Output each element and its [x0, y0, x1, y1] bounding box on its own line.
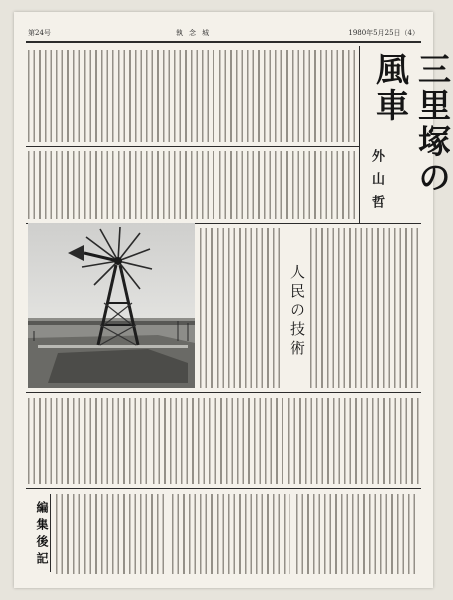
- column-text: [153, 398, 283, 484]
- column-divider: [26, 146, 359, 147]
- band-divider: [26, 488, 421, 489]
- column-text: [172, 494, 290, 574]
- article-subtitle: 人民の技術: [288, 264, 306, 359]
- author-name: 外山哲: [369, 149, 384, 218]
- band-divider: [26, 392, 421, 393]
- column-text: [200, 228, 284, 388]
- column-text: [118, 50, 214, 142]
- column-text: [310, 228, 419, 388]
- paper-name: 執念城: [176, 29, 215, 37]
- article-title: 三里塚の風車: [371, 52, 452, 196]
- column-text: [28, 398, 148, 484]
- column-text: [219, 151, 359, 219]
- title-divider: [359, 46, 360, 224]
- issue-number: 第24号: [28, 29, 51, 37]
- column-text: [296, 494, 419, 574]
- header-rule: [26, 41, 421, 43]
- article-title-box: [363, 46, 452, 221]
- column-text: [219, 50, 359, 142]
- column-text: [288, 398, 419, 484]
- newspaper-page: [14, 12, 452, 588]
- column-text: [28, 50, 114, 142]
- windmill-photo: [28, 223, 195, 388]
- windmill-icon: [28, 223, 195, 388]
- editor-notes-label: 編集後記: [35, 501, 49, 569]
- column-text: [28, 151, 114, 219]
- column-text: [56, 494, 166, 574]
- issue-date: 1980年5月25日（4）: [348, 29, 419, 37]
- column-text: [118, 151, 214, 219]
